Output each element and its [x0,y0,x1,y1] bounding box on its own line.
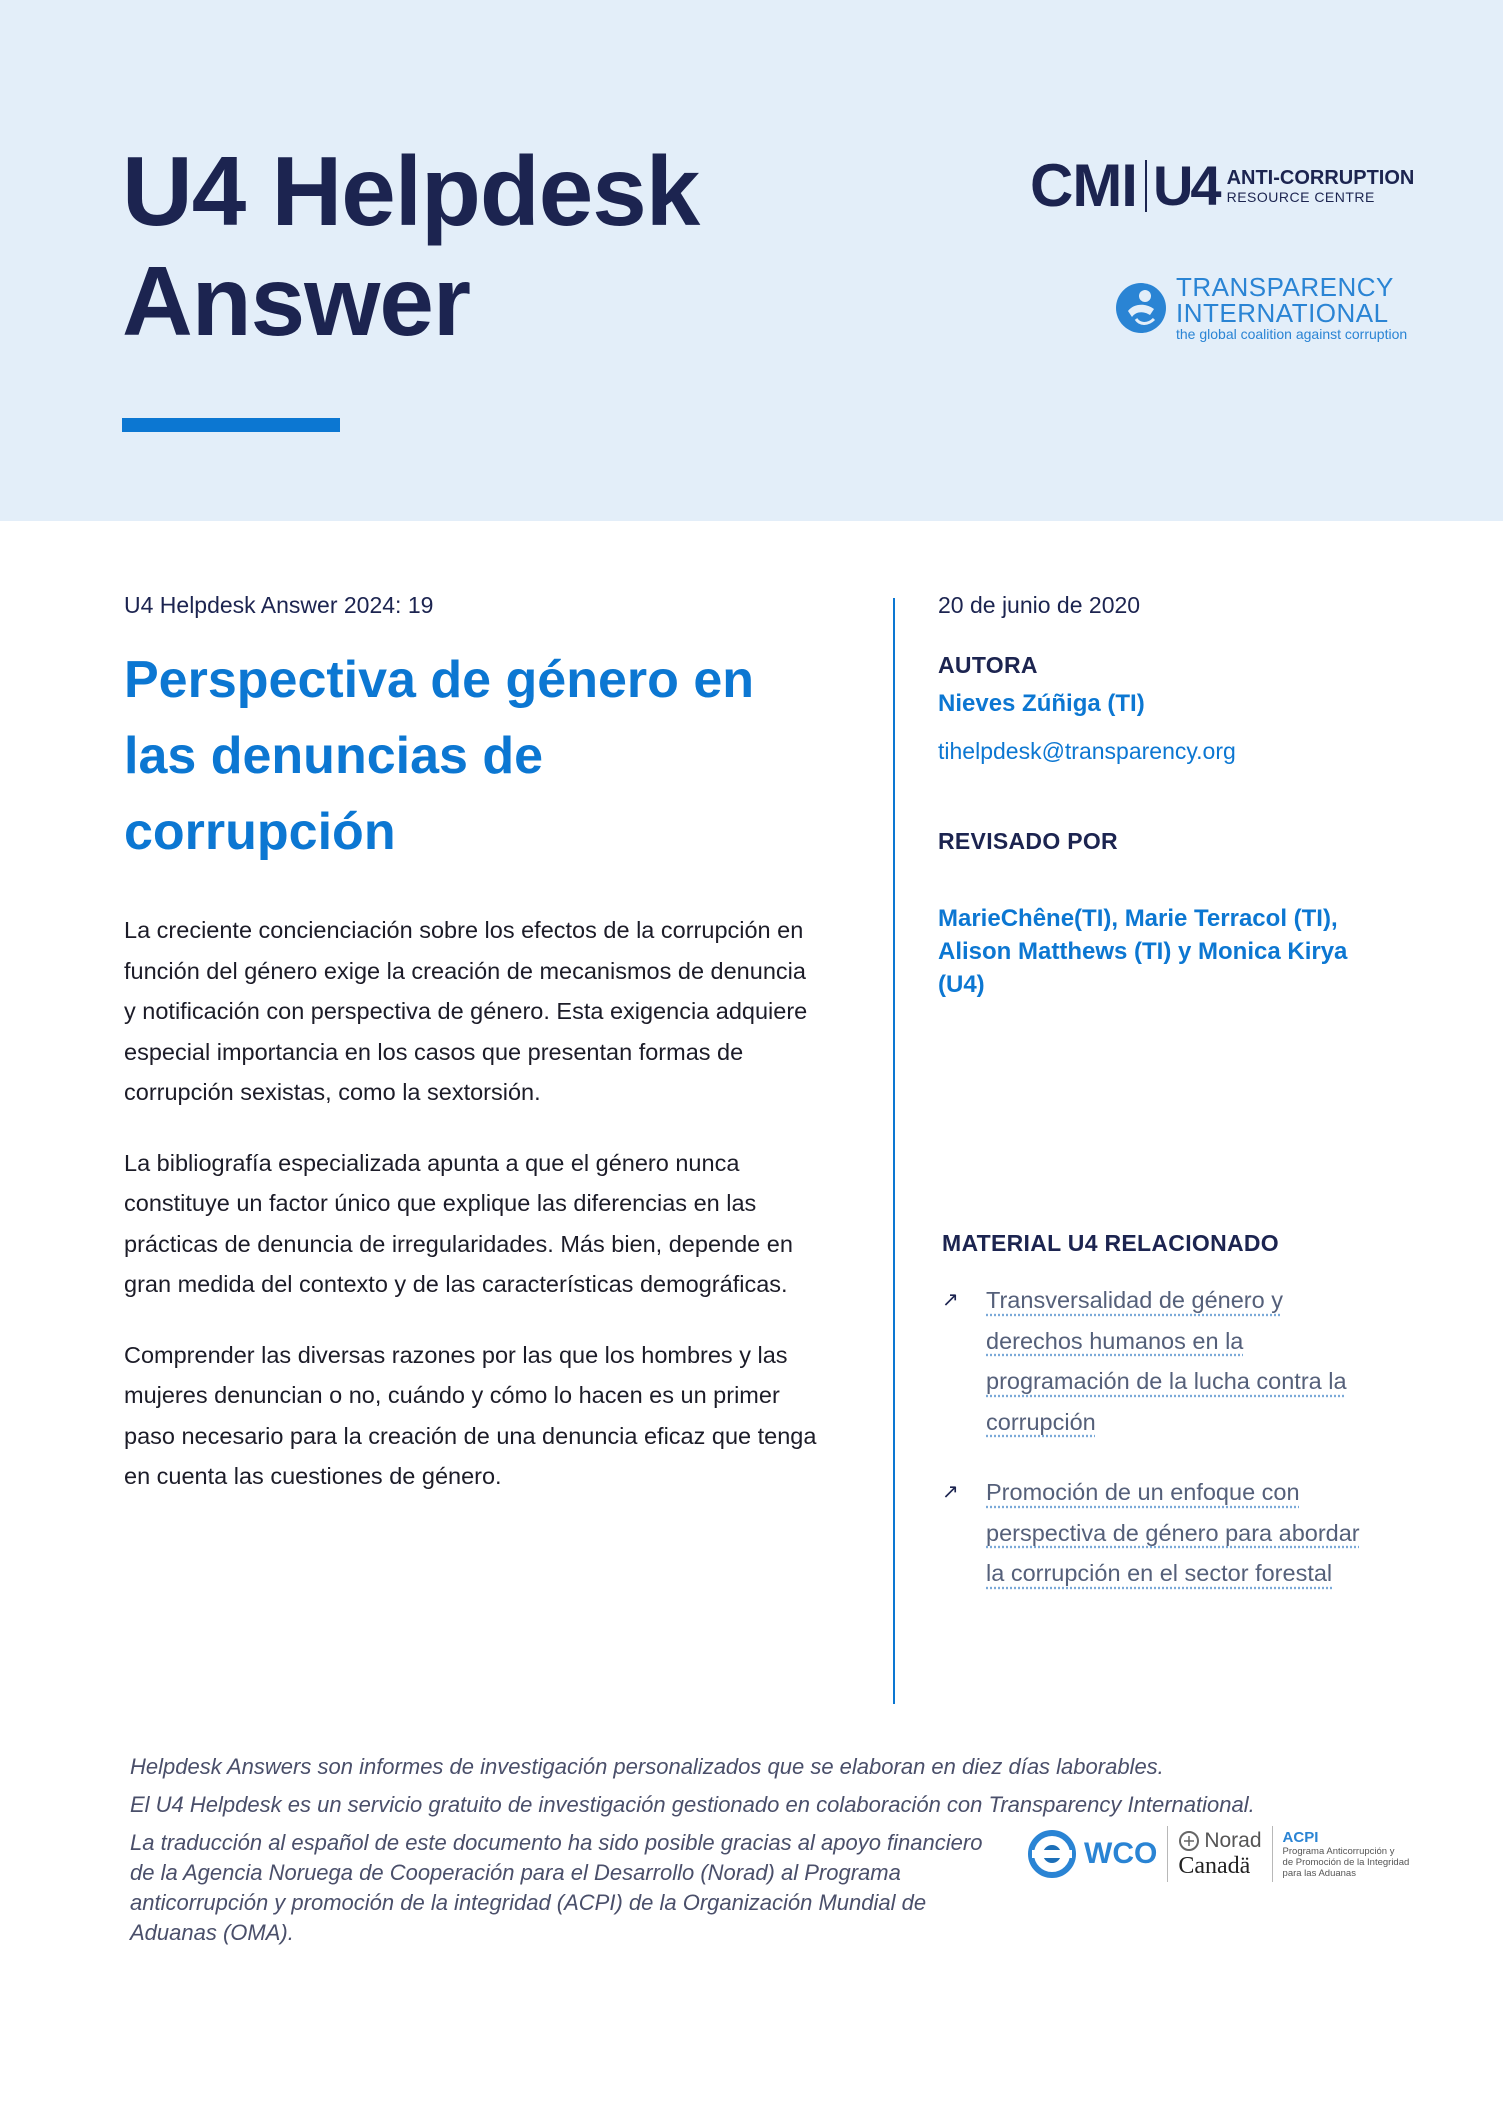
u4-logo-line1: ANTI-CORRUPTION [1226,167,1415,189]
logo-separator [1272,1826,1273,1882]
footer-line3: La traducción al español de este documento ha sido posible gracias al apoyo financiero de la Agencia Noruega de Cooperación para el Desarrollo (Norad) al Programa anticorrupción y promoción de la integridad (ACPI) de la Organización Mundial de Aduanas (OMA). [130,1830,983,1945]
u4-logo-wordmark [1227,167,1415,205]
related-material-list [942,1280,1382,1624]
ti-logo-tagline: the global coalition against corruption [1176,326,1408,342]
ti-globe-icon [1114,281,1168,335]
norad-emblem-icon [1178,1830,1200,1852]
main-title-line2: Answer [122,246,471,356]
title-rule [122,418,340,432]
acpi-logo [1283,1829,1410,1879]
norad-logo-text: Norad [1204,1828,1262,1852]
main-title-line1: U4 Helpdesk [122,136,700,246]
footer-line2: El U4 Helpdesk es un servicio gratuito de investigación gestionado en colaboración con Transparency International. [130,1792,1255,1817]
document-reference: U4 Helpdesk Answer 2024: 19 [124,592,434,618]
acpi-logo-sub3: para las Aduanas [1282,1868,1356,1879]
reviewers-list: MarieChêne(TI), Marie Terracol (TI), Alison Matthews (TI) y Monica Kirya (U4) [938,905,1348,998]
related-material-heading: MATERIAL U4 RELACIONADO [942,1230,1279,1256]
partner-logos [1028,1824,1409,1884]
reviewed-by-heading: REVISADO POR [938,828,1118,854]
related-item [942,1472,1382,1594]
document-title-line: las denuncias de [124,727,544,785]
wco-emblem-icon [1028,1830,1076,1878]
abstract-paragraph: La creciente concienciación sobre los efectos de la corrupción en función del género exige la creación de mecanismos de denuncia y notificación con perspectiva de género. Esta exigencia adquiere especial importancia en los casos que presentan formas de corrupción sexistas, como la sextorsión. [124,917,808,1105]
abstract [124,910,824,1527]
acpi-logo-sub1: Programa Anticorrupción y [1282,1846,1395,1857]
document-title-line: corrupción [124,803,396,861]
acpi-logo-title: ACPI [1282,1829,1319,1846]
related-link[interactable]: Transversalidad de género y derechos humanos en la programación de la lucha contra la corrupción [986,1287,1347,1435]
external-arrow-icon: ↗ [942,1289,959,1311]
acpi-logo-sub2: de Promoción de la Integridad [1282,1857,1410,1868]
norad-canada-logo [1178,1829,1261,1880]
footer-line1: Helpdesk Answers son informes de investigación personalizados que se elaboran en diez días laborables. [130,1754,1164,1779]
author-heading: AUTORA [938,652,1038,678]
u4-logo-mark: U4 [1152,154,1219,217]
external-arrow-icon: ↗ [942,1481,959,1503]
canada-wordmark: Canadä [1178,1852,1251,1879]
document-title-line: Perspectiva de género en [124,651,755,709]
logo-separator [1167,1826,1168,1882]
abstract-paragraph: La bibliografía especializada apunta a que el género nunca constituye un factor único que explique las diferencias en las prácticas de denuncia de irregularidades. Más bien, depende en gran medida del contexto y de las características demográficas. [124,1149,793,1297]
document-title [124,642,844,870]
transparency-international-logo [1114,274,1407,342]
related-item [942,1280,1382,1442]
related-link[interactable]: Promoción de un enfoque con perspectiva de género para abordar la corrupción en el sector forestal [986,1479,1360,1586]
logo-separator [1145,160,1147,212]
ti-logo-line2: INTERNATIONAL [1176,298,1389,328]
column-divider [893,598,895,1704]
main-title [122,136,699,356]
u4-logo-line2: RESOURCE CENTRE [1226,189,1375,205]
cmi-logo-text: CMI [1030,152,1137,219]
author-name: Nieves Zúñiga (TI) [938,690,1145,717]
cmi-u4-logo [1030,152,1415,219]
publication-date: 20 de junio de 2020 [938,592,1141,618]
abstract-paragraph: Comprender las diversas razones por las que los hombres y las mujeres denuncian o no, cuándo y cómo lo hacen es un primer paso necesario para la creación de una denuncia eficaz que tenga en cuenta las cuestiones de género. [124,1341,817,1489]
ti-wordmark [1176,274,1407,342]
wco-logo-text: WCO [1084,1837,1158,1870]
author-email-link[interactable]: tihelpdesk@transparency.org [938,738,1236,764]
ti-logo-line1: TRANSPARENCY [1176,272,1394,302]
